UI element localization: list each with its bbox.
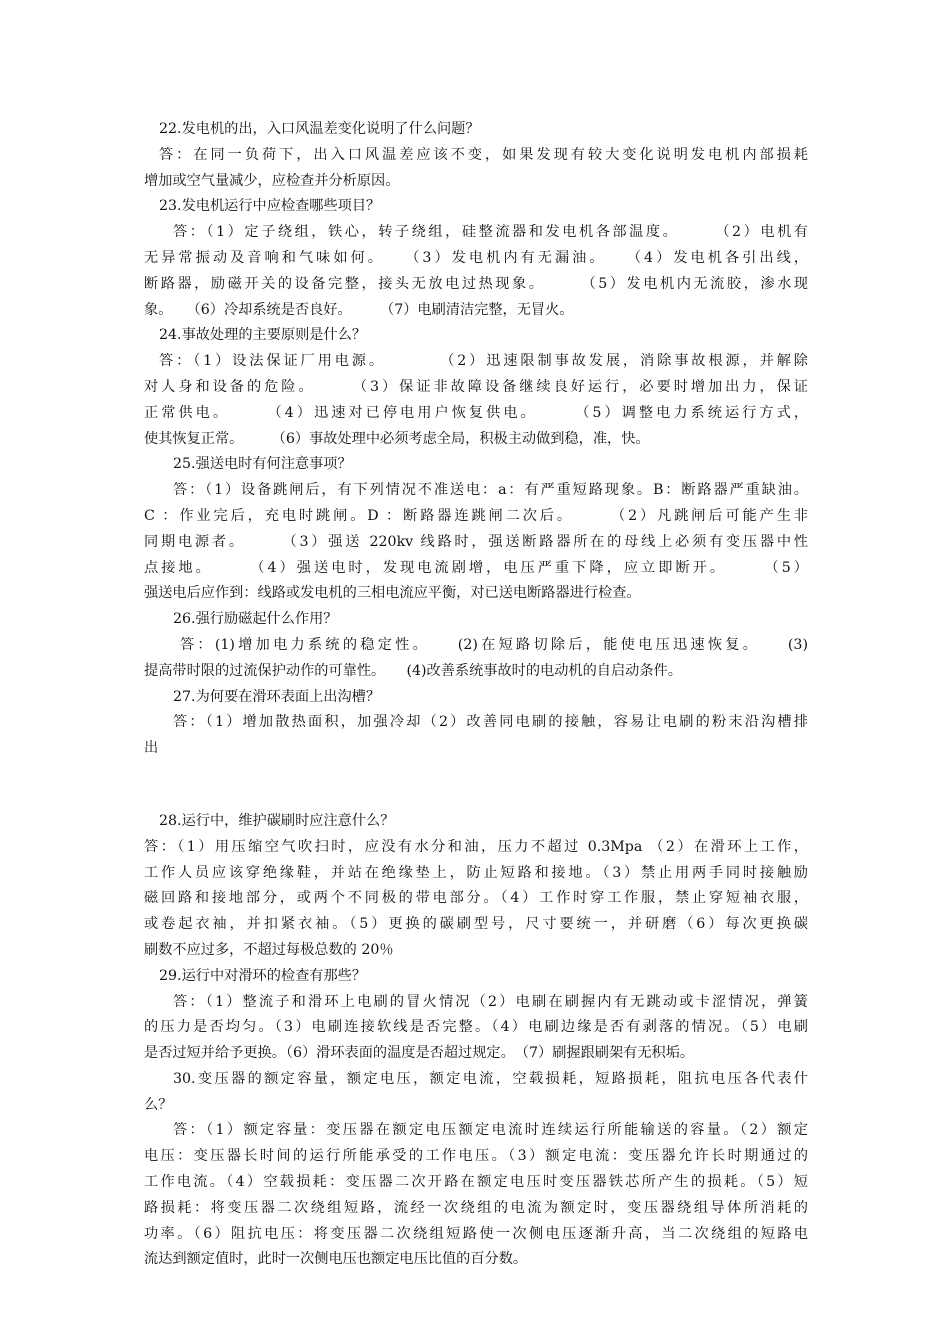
question-22: 22.发电机的出，入口风温差变化说明了什么问题？	[159, 121, 480, 137]
answer-29-line: 答：（1）整流子和滑环上电刷的冒火情况（2）电刷在刷握内有无跳动或卡涩情况，弹簧	[173, 993, 808, 1010]
question-24: 24.事故处理的主要原则是什么？	[159, 327, 367, 344]
answer-30-line: 电压：变压器长时间的运行所能承受的工作电压。（3）额定电流：变压器允许长时期通过的	[144, 1148, 808, 1165]
answer-22-line: 增加或空气量减少，应检查并分析原因。	[144, 172, 400, 189]
answer-29-line: 是否过短并给予更换。（6）滑环表面的温度是否超过规定。 （7）刷握跟刷架有无积垢。	[144, 1045, 695, 1062]
answer-23-line: 象。 （6）冷却系统是否良好。 （7）电刷清洁完整，无冒火。	[144, 301, 574, 318]
answer-26-line: 答：(1)增加电力系统的稳定性。 (2)在短路切除后，能使电压迅速恢复。 (3)	[180, 636, 808, 653]
question-28: 28.运行中，维护碳刷时应注意什么？	[159, 812, 395, 829]
question-30: 30.变压器的额定容量，额定电压，额定电流，空载损耗，短路损耗，阻抗电压各代表什	[173, 1070, 808, 1087]
answer-26-line: 提高带时限的过流保护动作的可靠性。 (4)改善系统事故时的电动机的自启动条件。	[144, 662, 682, 679]
answer-28-line: 工作人员应该穿绝缘鞋，并站在绝缘垫上，防止短路和接地。（3）禁止用两手同时接触励	[144, 864, 808, 881]
question-29: 29.运行中对滑环的检查有那些？	[159, 967, 367, 984]
answer-24-line: 使其恢复正常。 （6）事故处理中必须考虑全局，积极主动做到稳，准，快。	[144, 430, 650, 447]
answer-30-line: 流达到额定值时，此时一次侧电压也额定电压比值的百分数。	[144, 1251, 528, 1268]
question-30-line: 么？	[144, 1096, 173, 1113]
question-27: 27.为何要在滑环表面上出沟槽？	[173, 688, 381, 705]
answer-23-line: 答：（1）定子绕组，铁心，转子绕组，硅整流器和发电机各部温度。 （2）电机有	[173, 224, 808, 241]
answer-24-line: 答：（1）设法保证厂用电源。 （2）迅速限制事故发展，消除事故根源，并解除	[159, 353, 808, 370]
answer-28-line: 答：（1）用压缩空气吹扫时，应没有水分和油，压力不超过 0.3Mpa （2）在滑环上工作，	[144, 838, 808, 855]
answer-28-line: 刷数不应过多，不超过每极总数的 20％	[144, 941, 394, 958]
answer-28-line: 或卷起衣袖，并扣紧衣袖。（5）更换的碳刷型号，尺寸要统一，并研磨（6）每次更换碳	[144, 916, 808, 933]
answer-25-line: 点接地。 （4）强送电时，发现电流剧增，电压严重下降，应立即断开。 （5）	[144, 559, 808, 576]
question-23: 23.发电机运行中应检查哪些项目？	[159, 198, 381, 215]
answer-22-line: 答：在同一负荷下，出入口风温差应该不变，如果发现有较大变化说明发电机内部损耗	[159, 146, 808, 163]
answer-24-line: 正常供电。 （4）迅速对已停电用户恢复供电。 （5）调整电力系统运行方式，	[144, 404, 808, 421]
answer-30-line: 路损耗：将变压器二次绕组短路，流经一次绕组的电流为额定时，变压器绕组导体所消耗的	[144, 1199, 808, 1216]
answer-29-line: 的压力是否均匀。（3）电刷连接软线是否完整。（4）电刷边缘是否有剥落的情况。（5）电刷	[144, 1019, 808, 1036]
answer-30-line: 答：（1）额定容量：变压器在额定电压额定电流时连续运行所能输送的容量。（2）额定	[173, 1122, 808, 1139]
answer-27-line: 出	[144, 740, 159, 757]
answer-25-line: 答：（1）设备跳闸后，有下列情况不准送电：a：有严重短路现象。B：断路器严重缺油。	[173, 482, 808, 499]
answer-25-line: 同期电源者。 （3）强送 220kv 线路时，强送断路器所在的母线上必须有变压器中性	[144, 533, 808, 550]
document-body	[144, 117, 808, 1273]
answer-30-line: 功率。（6）阻抗电压：将变压器二次绕组短路使一次侧电压逐渐升高，当二次绕组的短路电	[144, 1225, 808, 1242]
answer-30-line: 工作电流。（4）空载损耗：变压器二次开路在额定电压时变压器铁芯所产生的损耗。（5）短	[144, 1174, 808, 1191]
answer-24-line: 对人身和设备的危险。 （3）保证非故障设备继续良好运行，必要时增加出力，保证	[144, 378, 808, 395]
question-25: 25.强送电时有何注意事项？	[173, 456, 352, 473]
answer-25-line: C ：作业完后，充电时跳闸。D ：断路器连跳闸二次后。 （2）凡跳闸后可能产生非	[144, 507, 808, 524]
paragraph-gap	[144, 762, 808, 809]
answer-23-line: 无异常振动及音响和气味如何。 （3）发电机内有无漏油。 （4）发电机各引出线，	[144, 249, 808, 266]
question-26: 26.强行励磁起什么作用？	[173, 611, 338, 628]
answer-25-line: 强送电后应作到：线路或发电机的三相电流应平衡，对已送电断路器进行检查。	[144, 585, 641, 602]
answer-23-line: 断路器，励磁开关的设备完整，接头无放电过热现象。 （5）发电机内无流胶，渗水现	[144, 275, 808, 292]
answer-27-line: 答：（1）增加散热面积，加强冷却（2）改善同电刷的接触，容易让电刷的粉末沿沟槽排	[173, 714, 808, 731]
answer-28-line: 磁回路和接地部分，或两个不同极的带电部分。（4）工作时穿工作服，禁止穿短袖衣服，	[144, 890, 808, 907]
